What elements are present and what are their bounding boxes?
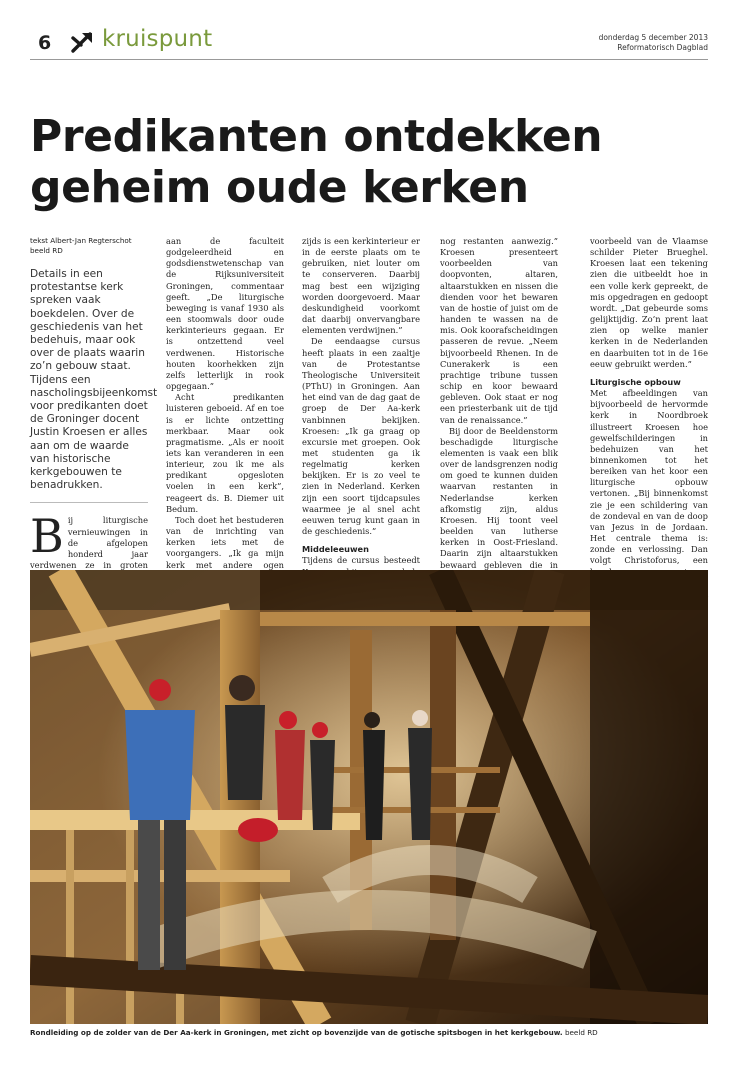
headline-line-1: Predikanten ontdekken — [30, 111, 603, 162]
article-paragraph: voorbeeld van de Vlaamse schilder Pieter Brueghel. Kroesen laat een tekening zien die uitbeeldt hoe in een volle kerk gepreekt, de mis opgedragen en gedoopt wordt. „Dat gebeurde soms gelijktijdig. Zo’n prent laat zien op welke manier kerken in de Nederlanden en daarbuiten tot in de 16e eeuw gebruikt werden.” — [590, 236, 708, 369]
byline-text: tekst Albert-Jan Regterschot — [30, 236, 132, 245]
church-attic-photo — [30, 570, 708, 1024]
article-paragraph: aan de faculteit godgeleerdheid en godsdienstwetenschap van de Rijksuniversiteit Groningen, commentaar geeft. „De liturgische beweging is vanaf 1930 als een stoomwals door oude kerkinterieurs gegaan. Er is ontzettend veel verdwenen. Historische houten koorhekken zijn zelfs letterlijk in rook opgegaan.” — [166, 236, 284, 392]
article-paragraph: De eendaagse cursus heeft plaats in een zaaltje van de Protestantse Theologische Universiteit (PThU) in Groningen. Aan het eind van de dag gaat de groep de Der Aa-kerk vanbinnen bekijken. Kroesen: „Ik ga graag op excursie met groepen. Ook met studenten ga ik regelmatig kerken bekijken. Er is zo veel te zien in Nederland. Kerken zijn een soort tijdcapsules waarmee je al snel acht eeuwen terug kunt gaan in de geschiedenis.” — [302, 336, 420, 537]
caption-text: Rondleiding op de zolder van de Der Aa-kerk in Groningen, met zicht op bovenzijde van de gotische spitsbogen in het kerkgebouw. — [30, 1028, 563, 1037]
date-block — [599, 33, 708, 53]
cross-arrow-icon — [70, 30, 96, 54]
article-paragraph: Bij door de Beeldenstorm beschadigde liturgische elementen is vaak een blik over de landsgrenzen nodig om goed te kunnen duiden waarvan restanten in Nederlandse kerken afkomstig zijn, aldus Kroesen. Hij toont veel beelden van lutherse kerken in Oost-Friesland. Daarin zijn altaarstukken bewaard gebleven die in — [440, 425, 558, 570]
photo-caption — [30, 1028, 708, 1038]
attic-illustration — [30, 570, 708, 1024]
subhead-liturgische-opbouw: Liturgische opbouw — [590, 376, 681, 387]
subhead-middeleeuwen: Middeleeuwen — [302, 544, 369, 555]
caption-credit: beeld RD — [564, 1028, 598, 1037]
intro-divider — [30, 502, 148, 503]
article-paragraph: Acht predikanten luisteren geboeid. Af en toe is er lichte ontzetting merkbaar. Maar ook pragmatisme. „Als er nooit iets kan veranderen in een interieur, zou ik me als predikant opgesloten voelen in een kerk”, reageert ds. B. Diemer uit Bedum. — [166, 392, 284, 514]
article-paragraph: Bij liturgische vernieuwingen in de afgelopen honderd jaar verdwenen ze in groten — [30, 509, 148, 571]
section-title: kruispunt — [102, 26, 213, 52]
headline-line-2: geheim oude kerken — [30, 162, 529, 213]
drop-cap: B — [30, 509, 64, 564]
publication-name: Reformatorisch Dagblad — [617, 43, 708, 52]
article-paragraph: Met afbeeldingen van bijvoorbeeld de hervormde kerk in Noordbroek illustreert Kroesen hoe gewelfschilderingen in bedehuizen van het binnenkomen tot het bereiken van het koor een liturgische opbouw vertonen. „Bij binnenkomst zie je een schildering van de zondeval en van de doop van Jezus in de Jordaan. Het centrale thema is: zonde en verlossing. Dan volgt Christoforus, een — [590, 388, 708, 566]
page-header — [30, 24, 708, 58]
article-paragraph: zijds is een kerkinterieur er in de eerste plaats om te gebruiken, niet louter om te conserveren. Daarbij mag best een wijziging worden doorgevoerd. Maar deskundigheid voorkomt dat daarbij onvervangbare elementen verdwijnen.” — [302, 236, 420, 336]
page-number: 6 — [38, 32, 52, 54]
article-intro: Details in een protestantse kerk spreken vaak boekdelen. Over de geschiedenis van het bedehuis, maar ook over de plaats waarin zo’n gebouw staat. Tijdens een nascholingsbijeenkomst voor predikanten doet de Groninger docent Justin Kroesen er alles aan om de waarde van historische kerkgebouwen te benadrukken. — [30, 268, 158, 492]
header-divider — [30, 59, 708, 60]
issue-date: donderdag 5 december 2013 — [598, 33, 708, 42]
article-paragraph: nog restanten aanwezig.” Kroesen presenteert voorbeelden van doopvonten, altaren, altaarstukken en nissen die dienden voor het bewaren van de hostie of juist om de handen te wassen na de mis. Ook koorafscheidingen passeren de revue. „Neem bijvoorbeeld Rhenen. In de Cunerakerk is een prachtige tribune tussen schip en koor bewaard gebleven. Ook staat er nog een priesterbank uit de tijd van de renaissance.” — [440, 236, 558, 425]
byline-photo: beeld RD — [30, 246, 63, 255]
article-paragraph: Tijdens de cursus besteedt — [302, 555, 420, 566]
article-paragraph: Toch doet het bestuderen van de inrichting van kerken iets met de voorgangers. „Ik ga mijn kerk met andere ogen — [166, 514, 284, 570]
headline — [30, 111, 710, 213]
